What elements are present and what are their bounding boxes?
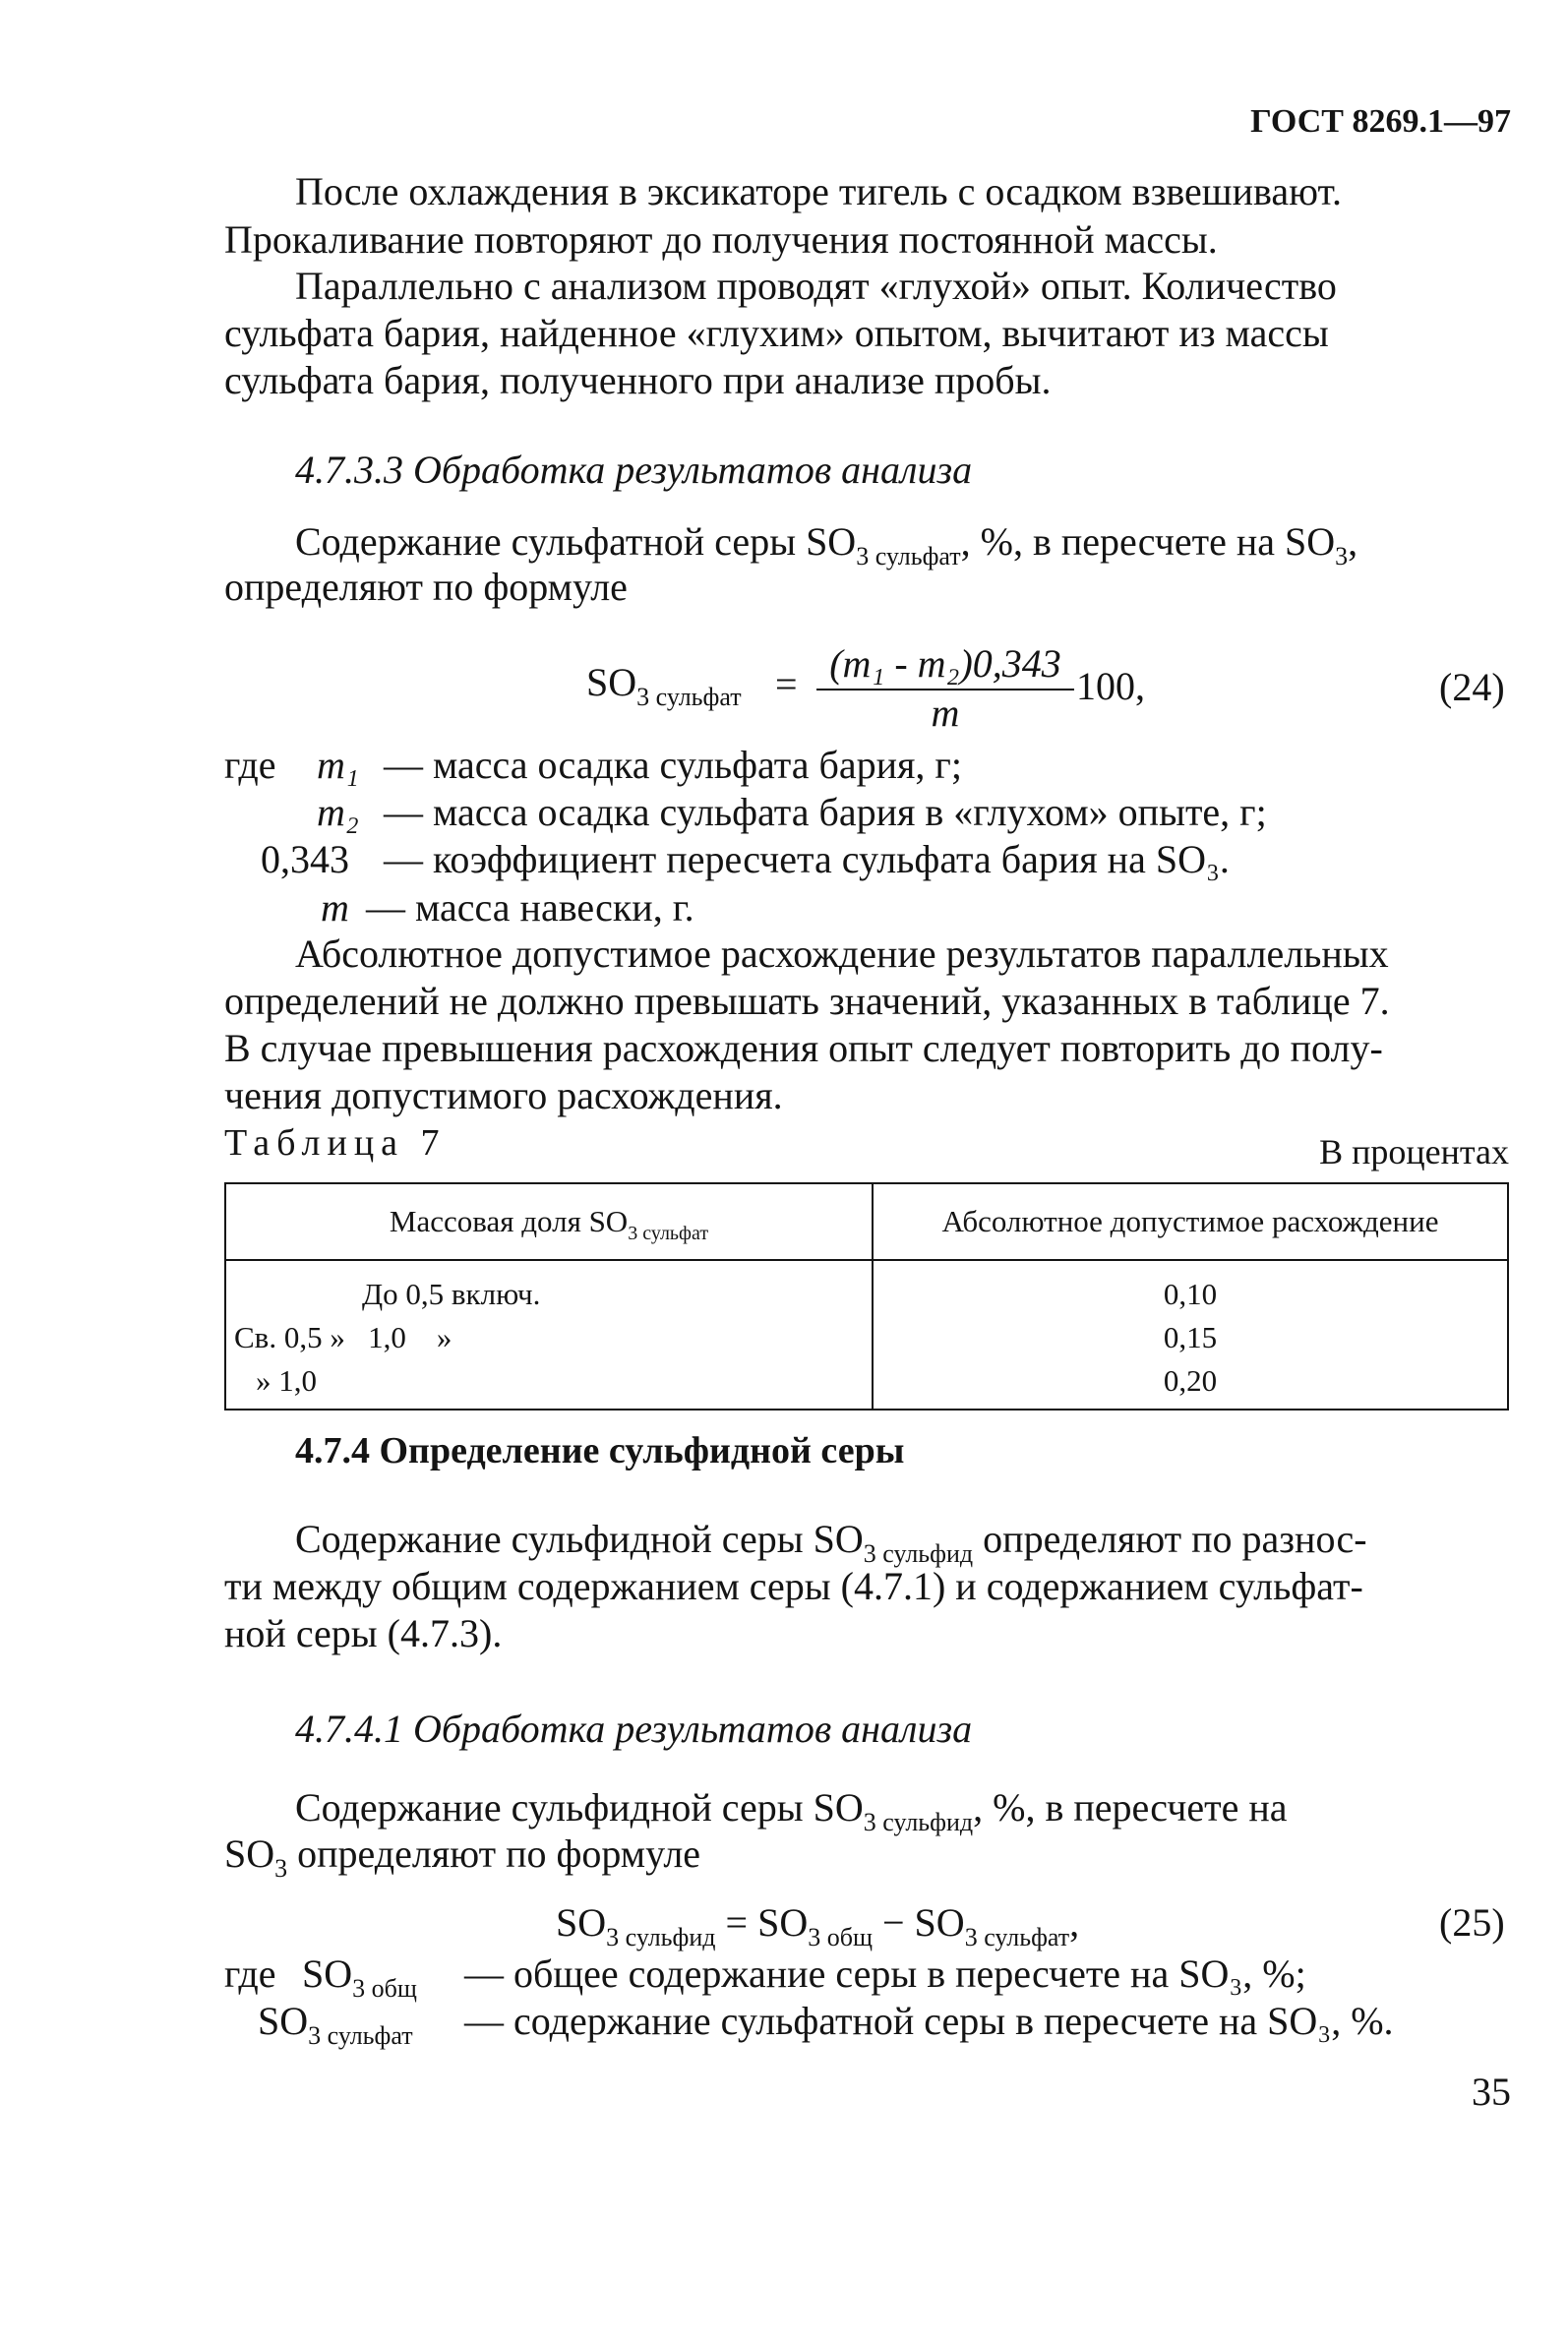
where-label: где xyxy=(224,1951,276,1996)
formula-24-denominator: m xyxy=(931,690,960,735)
document-header: ГОСТ 8269.1—97 xyxy=(1250,103,1511,140)
symbol-coefficient: 0,343 xyxy=(261,837,349,881)
paragraph-line: Параллельно с анализом проводят «глухой» опыт. Количество xyxy=(295,264,1337,308)
definition-text: — масса осадка сульфата бария, г; xyxy=(384,743,962,787)
formula-24-lhs: $SO_{3 сульфат}$ xyxy=(586,660,742,711)
formula-24-multiplier: 100, xyxy=(1076,664,1145,708)
symbol-m: m xyxy=(321,885,349,930)
formula-24-number: (24) xyxy=(1439,665,1505,709)
symbol-m2: m₂ xyxy=(317,790,359,834)
paragraph-line: сульфата бария, найденное «глухим» опытом, вычитают из массы xyxy=(224,311,1329,355)
table-cell-range: До 0,5 включ. xyxy=(225,1260,873,1316)
paragraph-line: Содержание сульфатной серы $SO_{3 сульфат}$, %, в пересчете на $SO_3$, xyxy=(295,519,1358,570)
page-number: 35 xyxy=(1472,2070,1511,2114)
definition-text: — общее содержание серы в пересчете на SO₃, %; xyxy=(464,1951,1306,1996)
table-header-mass-fraction: Массовая доля $SO_{3 сульфат}$ xyxy=(225,1183,873,1260)
definition-text: — коэффициент пересчета сульфата бария на SO₃. xyxy=(384,837,1230,881)
paragraph-line: Содержание сульфидной серы $SO_{3 сульфид}$, %, в пересчете на xyxy=(295,1785,1288,1836)
paragraph-line: В случае превышения расхождения опыт следует повторить до полу- xyxy=(224,1026,1383,1070)
table-7 xyxy=(224,1182,1509,1411)
table-cell-value: 0,20 xyxy=(873,1359,1508,1410)
formula-24-fraction xyxy=(816,641,1074,736)
table-label: Таблица 7 xyxy=(224,1122,447,1164)
symbol-so3-total: $SO_{3 общ}$ xyxy=(302,1951,417,2003)
table-unit: В процентах xyxy=(1319,1132,1509,1171)
table-header-discrepancy: Абсолютное допустимое расхождение xyxy=(873,1183,1508,1260)
definition-text: — масса осадка сульфата бария в «глухом» опыте, г; xyxy=(384,790,1267,834)
definition-text: — масса навески, г. xyxy=(366,885,694,930)
paragraph-line: Содержание сульфидной серы $SO_{3 сульфид}$ определяют по разнос- xyxy=(295,1517,1367,1568)
table-row xyxy=(225,1260,1508,1316)
paragraph-line: определений не должно превышать значений, указанных в таблице 7. xyxy=(224,979,1390,1023)
section-heading-4-7-3-3: 4.7.3.3 Обработка результатов анализа xyxy=(295,448,973,492)
table-row xyxy=(225,1359,1508,1410)
where-label: где xyxy=(224,743,276,787)
section-heading-4-7-4-1: 4.7.4.1 Обработка результатов анализа xyxy=(295,1707,973,1751)
paragraph-line: $SO_3$ определяют по формуле xyxy=(224,1831,701,1883)
paragraph-line: ной серы (4.7.3). xyxy=(224,1611,503,1655)
formula-25-number: (25) xyxy=(1439,1900,1505,1945)
symbol-m1: m₁ xyxy=(317,743,359,787)
table-cell-value: 0,10 xyxy=(873,1260,1508,1316)
paragraph-line: ти между общим содержанием серы (4.7.1) и содержанием сульфат- xyxy=(224,1564,1363,1608)
symbol-so3-sulfate: $SO_{3 сульфат}$ xyxy=(258,1999,413,2050)
table-cell-value: 0,15 xyxy=(873,1316,1508,1359)
formula-25: $SO_{3 сульфид} = SO_{3 общ} - SO_{3 сульфат}$, xyxy=(556,1900,1080,1951)
paragraph-line: чения допустимого расхождения. xyxy=(224,1073,783,1117)
paragraph-line: сульфата бария, полученного при анализе пробы. xyxy=(224,358,1052,402)
paragraph-line: определяют по формуле xyxy=(224,565,628,609)
table-row xyxy=(225,1316,1508,1359)
formula-24-numerator: (m₁ - m₂)0,343 xyxy=(816,641,1074,690)
definition-text: — содержание сульфатной серы в пересчете на SO₃, %. xyxy=(464,1999,1394,2043)
paragraph-line: Абсолютное допустимое расхождение результатов параллельных xyxy=(295,931,1389,976)
section-heading-4-7-4: 4.7.4 Определение сульфидной серы xyxy=(295,1430,905,1471)
paragraph-line: После охлаждения в эксикаторе тигель с осадком взвешивают. xyxy=(295,169,1342,213)
paragraph-line: Прокаливание повторяют до получения постоянной массы. xyxy=(224,217,1218,262)
table-cell-range: » 1,0 xyxy=(225,1359,873,1410)
formula-24-equals: = xyxy=(775,662,798,706)
table-cell-range: Св. 0,5 » 1,0 » xyxy=(225,1316,873,1359)
